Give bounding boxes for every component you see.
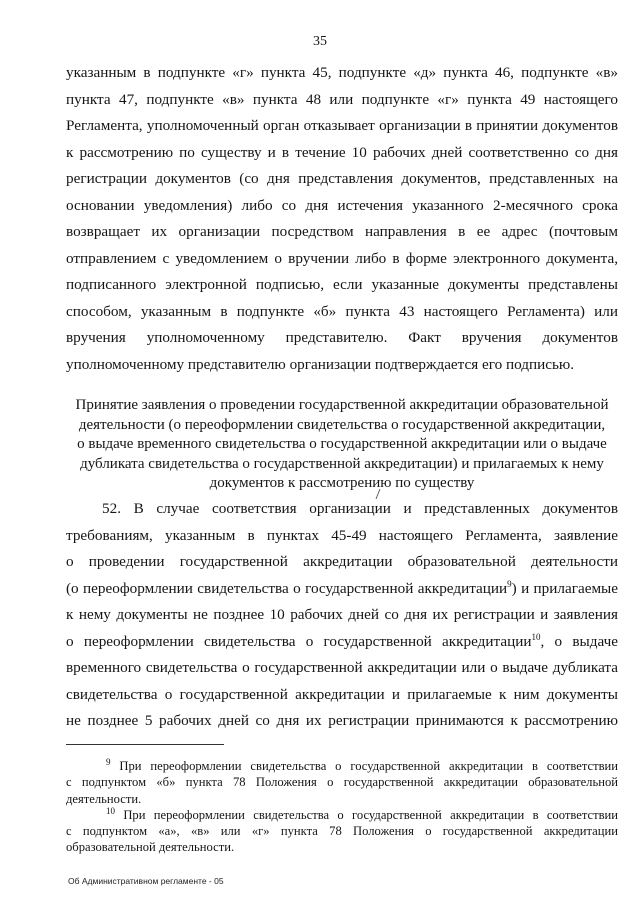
text-fragment: , о выдаче	[540, 632, 618, 650]
footnote-line: с подпунктом «б» пункта 78 Положения о государственной аккредитации образовательной	[66, 775, 618, 790]
text-fragment: (о переоформлении свидетельства о государственной аккредитации	[66, 579, 508, 597]
footnote-line: деятельности.	[66, 791, 142, 806]
text-line: к нему документы не позднее 10 рабочих дней со дня их регистрации и заявления	[66, 606, 618, 623]
text-line: о проведении государственной аккредитации образовательной деятельности	[66, 553, 618, 570]
text-line: возвращает их организации посредством направления в ее адрес (почтовым	[66, 223, 618, 240]
heading-line: деятельности (о переоформлении свидетельства о государственной аккредитации,	[78, 416, 606, 433]
footnote-text: При переоформлении свидетельства о государственной аккредитации в соответствии	[123, 807, 619, 822]
text-line: вручения уполномоченному представителю. Факт вручения документов	[66, 329, 618, 346]
text-line: временного свидетельства о государственной аккредитации или о выдаче дубликата	[66, 659, 618, 676]
text-line	[66, 576, 618, 603]
text-fragment: о переоформлении свидетельства о государственной аккредитации	[66, 632, 532, 650]
footnotes	[66, 758, 618, 856]
heading-line: дубликата свидетельства о государственной аккредитации) и прилагаемых к нему	[80, 455, 604, 472]
footnote-line: образовательной деятельности.	[66, 840, 235, 855]
footnote-line	[66, 758, 618, 774]
paragraph-continuation	[66, 60, 618, 378]
text-line: отправлением с уведомлением о вручении либо в форме электронного документа,	[66, 249, 618, 267]
heading-line: о выдаче временного свидетельства о государственной аккредитации или о выдаче	[77, 436, 607, 452]
section-heading	[60, 396, 624, 494]
footnote-divider	[66, 744, 224, 745]
text-line: основании уведомления) либо со дня истечения указанного 2-месячного срока	[66, 196, 618, 214]
heading-line: Принятие заявления о проведении государственной аккредитации образовательной	[75, 397, 609, 413]
footnote-mark: 9	[106, 756, 111, 767]
text-line: не позднее 5 рабочих дней со дня их регистрации принимаются к рассмотрению	[66, 712, 618, 729]
text-line: подписанного электронной подписью, если указанные документы представлены	[66, 276, 618, 293]
text-line: свидетельства о государственной аккредитации и прилагаемые к ним документы	[66, 685, 618, 703]
text-line: к рассмотрению по существу и в течение 10 рабочих дней соответственно со дня	[66, 143, 618, 161]
text-fragment: ) и прилагаемые	[511, 579, 618, 597]
page-number: 35	[313, 34, 327, 49]
text-line: 52. В случае соответствия организации и представленных документов	[102, 500, 618, 517]
document-footer: Об Административном регламенте - 05	[68, 876, 224, 886]
footnote-ref: 10	[531, 631, 541, 642]
text-line: требованиям, указанным в пунктах 45-49 настоящего Регламента, заявление	[66, 526, 618, 544]
text-line: указанным в подпункте «г» пункта 45, подпункте «д» пункта 46, подпункте «в»	[66, 64, 618, 81]
footnote-ref: 9	[507, 578, 512, 589]
text-line	[66, 629, 618, 656]
text-line: уполномоченному представителю организации подтверждается его подписью.	[66, 355, 575, 373]
footnote-text: При переоформлении свидетельства о государственной аккредитации в соответствии	[119, 759, 619, 773]
text-line: регистрации документов (со дня представления документов, представленных на	[66, 170, 618, 187]
paragraph-52	[66, 496, 618, 735]
heading-line: документов к рассмотрению по существу	[209, 475, 475, 491]
text-line: Регламента, уполномоченный орган отказывает организации в принятии документов	[66, 117, 618, 134]
footnote-line	[66, 807, 618, 823]
text-line: способом, указанным в подпункте «б» пункта 43 настоящего Регламента) или	[66, 302, 618, 320]
text-line: пункта 47, подпункте «в» пункта 48 или подпункте «г» пункта 49 настоящего	[66, 90, 618, 108]
footnote-mark: 10	[106, 805, 115, 816]
footnote-line: с подпунктом «а», «в» или «г» пункта 78 Положения о государственной аккредитации	[66, 824, 618, 839]
